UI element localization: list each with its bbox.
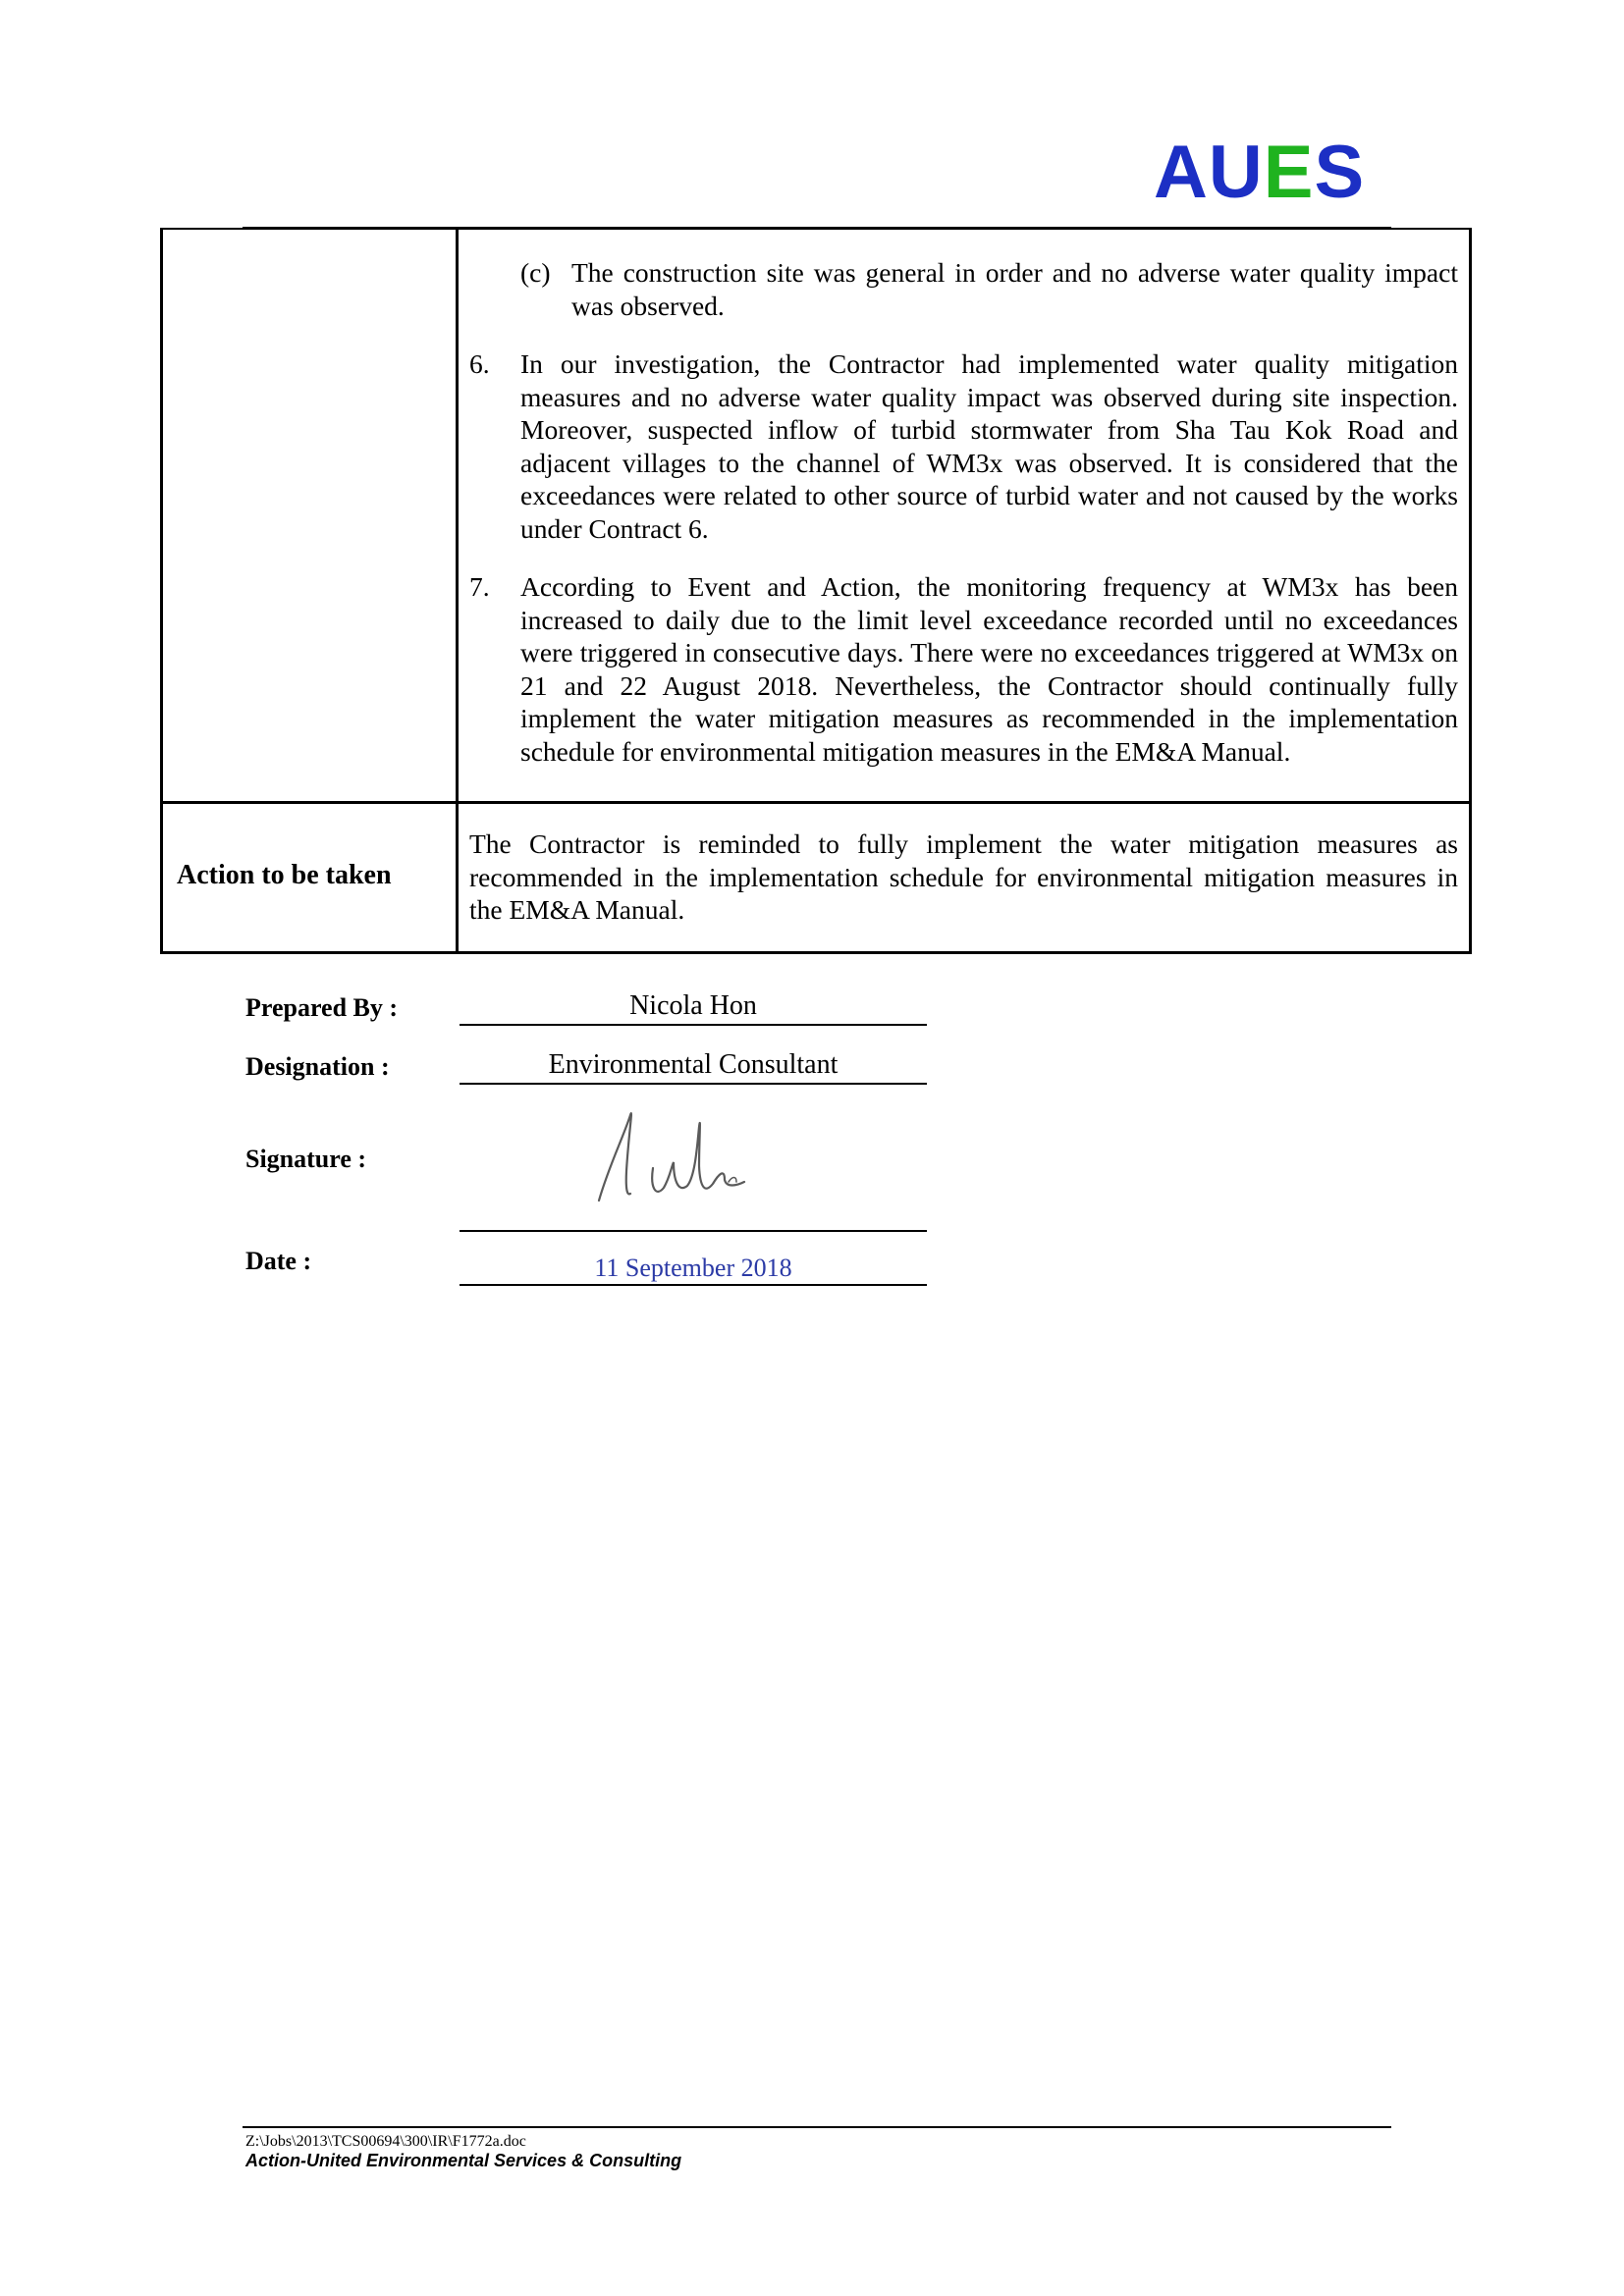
- logo-letter-s: S: [1314, 131, 1366, 214]
- footer-rule: [243, 2126, 1391, 2128]
- prepared-by-value: Nicola Hon: [629, 990, 757, 1021]
- action-text: The Contractor is reminded to fully implement the water mitigation measures as recommended in the implementation schedule for environmental mitigation measures in the EM&A Manual.: [469, 828, 1458, 926]
- prepared-by-label: Prepared By :: [245, 993, 399, 1022]
- table-column-divider: [456, 230, 459, 951]
- item-text: The construction site was general in order and no adverse water quality impact was observed.: [571, 257, 1458, 321]
- item-marker: (c): [520, 257, 551, 288]
- logo-letter-a: A: [1154, 131, 1209, 214]
- logo-letter-u: U: [1208, 131, 1264, 214]
- item-text: According to Event and Action, the monitoring frequency at WM3x has been increased to daily due to the limit level exceedance recorded until no exceedances were triggered in consecutive days. There were no exceedances triggered at WM3x on 21 and 22 August 2018. Nevertheless, the Contractor should continually fully implement the water mitigation measures as recommended in the implementation schedule for environmental mitigation measures in the EM&A Manual.: [520, 571, 1458, 767]
- footer-company-name: Action-United Environmental Services & Consulting: [245, 2151, 682, 2170]
- footer-file-path: Z:\Jobs\2013\TCS00694\300\IR\F1772a.doc: [245, 2133, 526, 2150]
- item-marker: 6.: [469, 348, 490, 379]
- date-label: Date :: [245, 1247, 312, 1275]
- prepared-by-underline: [460, 1024, 927, 1026]
- designation-label: Designation :: [245, 1052, 390, 1081]
- date-underline: [460, 1284, 927, 1286]
- designation-value: Environmental Consultant: [548, 1049, 839, 1080]
- company-logo: [1154, 131, 1366, 214]
- signature-image: [579, 1097, 815, 1215]
- date-value: 11 September 2018: [594, 1254, 792, 1282]
- signature-underline: [460, 1230, 927, 1232]
- logo-letter-e: E: [1263, 131, 1315, 214]
- signature-label: Signature :: [245, 1145, 367, 1173]
- designation-underline: [460, 1083, 927, 1085]
- item-text: In our investigation, the Contractor had implemented water quality mitigation measures and no adverse water quality impact was observed during site inspection. Moreover, suspected inflow of turbid stormwater from Sha Tau Kok Road and adjacent villages to the channel of WM3x was observed. It is considered that the exceedances were related to other source of turbid water and not caused by the works under Contract 6.: [520, 348, 1458, 544]
- action-label: Action to be taken: [177, 860, 392, 890]
- item-marker: 7.: [469, 571, 490, 602]
- table-row-divider: [163, 801, 1469, 804]
